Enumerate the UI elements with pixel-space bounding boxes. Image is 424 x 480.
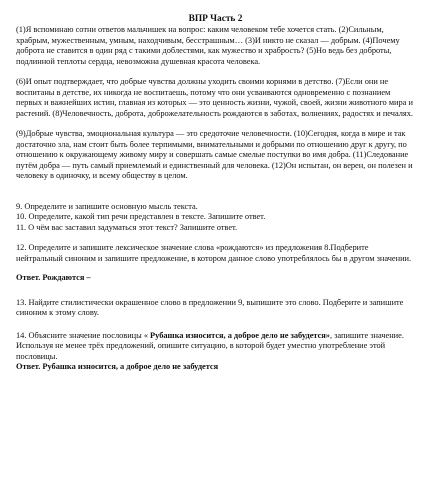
answer-12: Ответ. Рождаются – bbox=[16, 273, 91, 282]
task-10: 10. Определите, какой тип речи представлен в тексте. Запишите ответ. bbox=[16, 212, 266, 221]
document-title: ВПР Часть 2 bbox=[188, 14, 243, 24]
spacer bbox=[16, 264, 415, 273]
task-14-suffix: , запишите значение. bbox=[329, 330, 404, 340]
task-14-prefix: 14. Объясните значение пословицы « bbox=[16, 330, 148, 340]
task-12: 12. Определите и запишите лексическое значение слова «рождаются» из предложения 8.Подберите нейтральный синоним и запишите предложение, в котором данное слово употреблялось бы в другом значении. bbox=[16, 243, 412, 263]
text-paragraph-3: (9)Добрые чувства, эмоциональная культура — это средоточие человечности. (10)Сегодня, когда в мире и так достаточно зла, нам стоит быть более терпимыми, внимательными и добрыми по отношению друг к другу, по отношению к окружающему живому миру и совершать самые смелые поступки во имя добра. (11)Следование путём добра — путь самый приемлемый и единственный для человека. (12)Он испытан, он верен, он полезен и человеку в одиночку, и всему обществу в целом. bbox=[16, 129, 413, 180]
task-11: 11. О чём вас заставил задуматься этот текст? Запишите ответ. bbox=[16, 222, 238, 232]
spacer bbox=[16, 182, 415, 202]
text-paragraph-1: (1)Я вспоминаю сотни ответов мальчишек на вопрос: каким человеком тебе хочется стать. (2)Сильным, храбрым, мужественным, умным, находчивым, бесстрашным… (3)И никто не сказал — добрым. (4)Почему доброта не ставится в один ряд с такими доблестями, как мужество и храбрость? (5)Но ведь без доброты, подлинной теплоты сердца, невозможна душевная красота человека. bbox=[16, 25, 400, 66]
task-14-body: Используя не менее трёх предложений, опишите ситуацию, в которой будет уместно употребление этой пословицы. bbox=[16, 341, 386, 361]
spacer bbox=[16, 319, 415, 331]
task-14-proverb: Рубашка износится, а доброе дело не забудется» bbox=[147, 330, 330, 340]
text-paragraph-2: (6)И опыт подтверждает, что добрые чувства должны уходить своими корнями в детство. (7)Если они не воспитаны в детстве, их никогда не воспитаешь, потому что они усваиваются одновременно с познанием первых и важнейших истин, главная из которых — это ценность жизни, чужой, своей, жизни животного мира и растений. (8)Человечность, доброта, доброжелательность рождаются в заботах, волнениях, радостях и печалях. bbox=[16, 77, 413, 118]
spacer bbox=[16, 67, 415, 77]
answer-14: Ответ. Рубашка износится, а доброе дело не забудется bbox=[16, 362, 219, 371]
task-13: 13. Найдите стилистически окрашенное слово в предложении 9, выпишите это слово. Подберите и запишите синоним к этому слову. bbox=[16, 297, 404, 317]
spacer bbox=[16, 284, 415, 298]
spacer bbox=[16, 233, 415, 243]
spacer bbox=[16, 119, 415, 129]
task-9: 9. Определите и запишите основную мысль текста. bbox=[16, 201, 198, 211]
task-14 bbox=[16, 331, 415, 342]
